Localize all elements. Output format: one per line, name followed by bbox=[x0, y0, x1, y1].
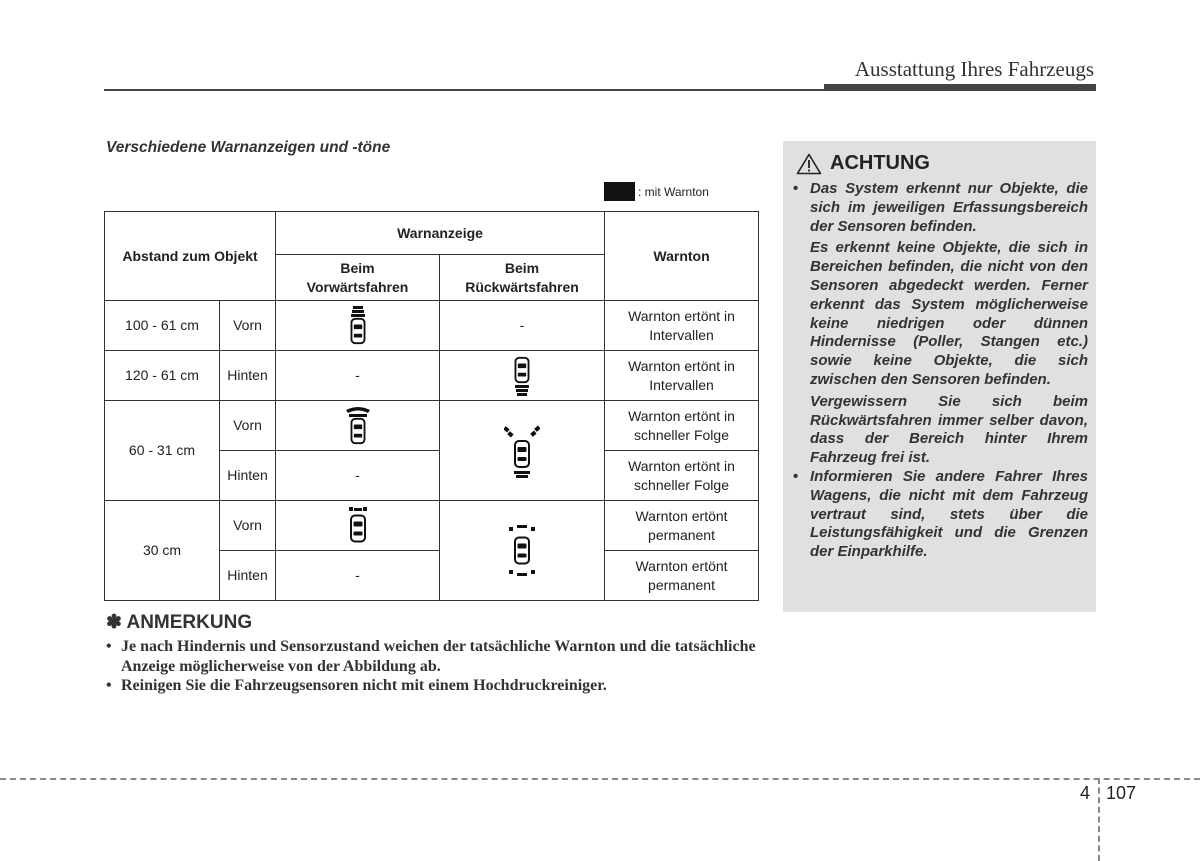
tone-cell: Warnton ertönt in schneller Folge bbox=[605, 401, 759, 451]
car-front-close-sensor-icon bbox=[347, 507, 369, 545]
forward-cell: - bbox=[276, 351, 440, 401]
warning-triangle-icon bbox=[796, 153, 822, 175]
caution-paragraph: Es erkennt keine Objekte, die sich in Bereichen befinden, die nicht von den Sensoren abgedeckt werden. Ferner erkennt das System möglicherweise keine niedrigen oder dünnen Hindernisse (Poller, Stangen etc.) sowie keine Objekte, die sich zwischen den Sensoren befinden. bbox=[810, 239, 1088, 388]
reverse-cell: - bbox=[440, 301, 605, 351]
car-front-wide-sensor-icon bbox=[343, 406, 373, 446]
caution-paragraph: Vergewissern Sie sich beim Rückwärtsfahren immer selber davon, dass der Bereich hinter Ihrem Fahrzeug frei ist. bbox=[810, 392, 1088, 467]
caution-header bbox=[796, 152, 930, 175]
caution-list bbox=[792, 180, 1088, 562]
legend-text: : mit Warnton bbox=[638, 184, 709, 199]
header-distance: Abstand zum Objekt bbox=[105, 212, 276, 301]
distance-cell: 100 - 61 cm bbox=[105, 301, 220, 351]
position-cell: Vorn bbox=[220, 301, 276, 351]
table-row bbox=[105, 351, 759, 401]
note-list bbox=[106, 637, 766, 696]
chapter-number: 4 bbox=[1080, 783, 1091, 803]
distance-cell: 120 - 61 cm bbox=[105, 351, 220, 401]
distance-cell: 60 - 31 cm bbox=[105, 401, 220, 501]
car-rear-corner-sensor-icon bbox=[504, 424, 540, 478]
header-reverse: Beim Rückwärtsfahren bbox=[440, 255, 605, 301]
footer-divider bbox=[1098, 778, 1100, 861]
car-rear-sensor-icon bbox=[511, 356, 533, 396]
tone-cell: Warnton ertönt permanent bbox=[605, 501, 759, 551]
distance-cell: 30 cm bbox=[105, 501, 220, 601]
warning-table bbox=[104, 211, 759, 601]
tone-cell: Warnton ertönt in schneller Folge bbox=[605, 451, 759, 501]
position-cell: Hinten bbox=[220, 351, 276, 401]
tone-cell: Warnton ertönt in Intervallen bbox=[605, 351, 759, 401]
car-front-sensor-icon bbox=[347, 306, 369, 346]
note-title: ✽ ANMERKUNG bbox=[106, 612, 253, 633]
legend-swatch bbox=[604, 182, 635, 201]
table-row bbox=[105, 501, 759, 551]
table-row bbox=[105, 301, 759, 351]
caution-title: ACHTUNG bbox=[830, 152, 930, 174]
section-title: Verschiedene Warnanzeigen und -töne bbox=[106, 139, 391, 156]
caution-box bbox=[783, 141, 1096, 612]
forward-cell: - bbox=[276, 451, 440, 501]
note-item: • Je nach Hindernis und Sensorzustand weichen der tatsächliche Warnton und die tatsächliche Anzeige möglicherweise von der Abbildung ab. bbox=[106, 637, 766, 676]
running-header: Ausstattung Ihres Fahrzeugs bbox=[854, 57, 1094, 81]
page-number: 107 bbox=[1106, 783, 1137, 803]
table-row bbox=[105, 401, 759, 451]
caution-item bbox=[792, 180, 1088, 468]
header-accent-bar bbox=[824, 84, 1096, 90]
caution-item bbox=[792, 468, 1088, 562]
footer-rule bbox=[0, 778, 1200, 780]
header-indicator: Warnanzeige bbox=[276, 212, 605, 255]
tone-cell: Warnton ertönt permanent bbox=[605, 551, 759, 601]
legend bbox=[604, 182, 709, 201]
forward-cell: - bbox=[276, 551, 440, 601]
note-item: • Reinigen Sie die Fahrzeugsensoren nicht mit einem Hochdruckreiniger. bbox=[106, 676, 766, 696]
caution-paragraph: • Das System erkennt nur Objekte, die sich im jeweiligen Erfassungsbereich der Sensoren befinden. bbox=[810, 180, 1088, 235]
tone-cell: Warnton ertönt in Intervallen bbox=[605, 301, 759, 351]
position-cell: Hinten bbox=[220, 551, 276, 601]
car-all-around-sensor-icon bbox=[507, 525, 537, 577]
position-cell: Vorn bbox=[220, 401, 276, 451]
caution-paragraph: • Informieren Sie andere Fahrer Ihres Wagens, die nicht mit dem Fahrzeug vertraut sind, stets über die Leistungsfähigkeit und die Grenzen der Einparkhilfe. bbox=[810, 467, 1088, 561]
header-tone: Warnton bbox=[605, 212, 759, 301]
position-cell: Hinten bbox=[220, 451, 276, 501]
position-cell: Vorn bbox=[220, 501, 276, 551]
header-forward: Beim Vorwärtsfahren bbox=[276, 255, 440, 301]
